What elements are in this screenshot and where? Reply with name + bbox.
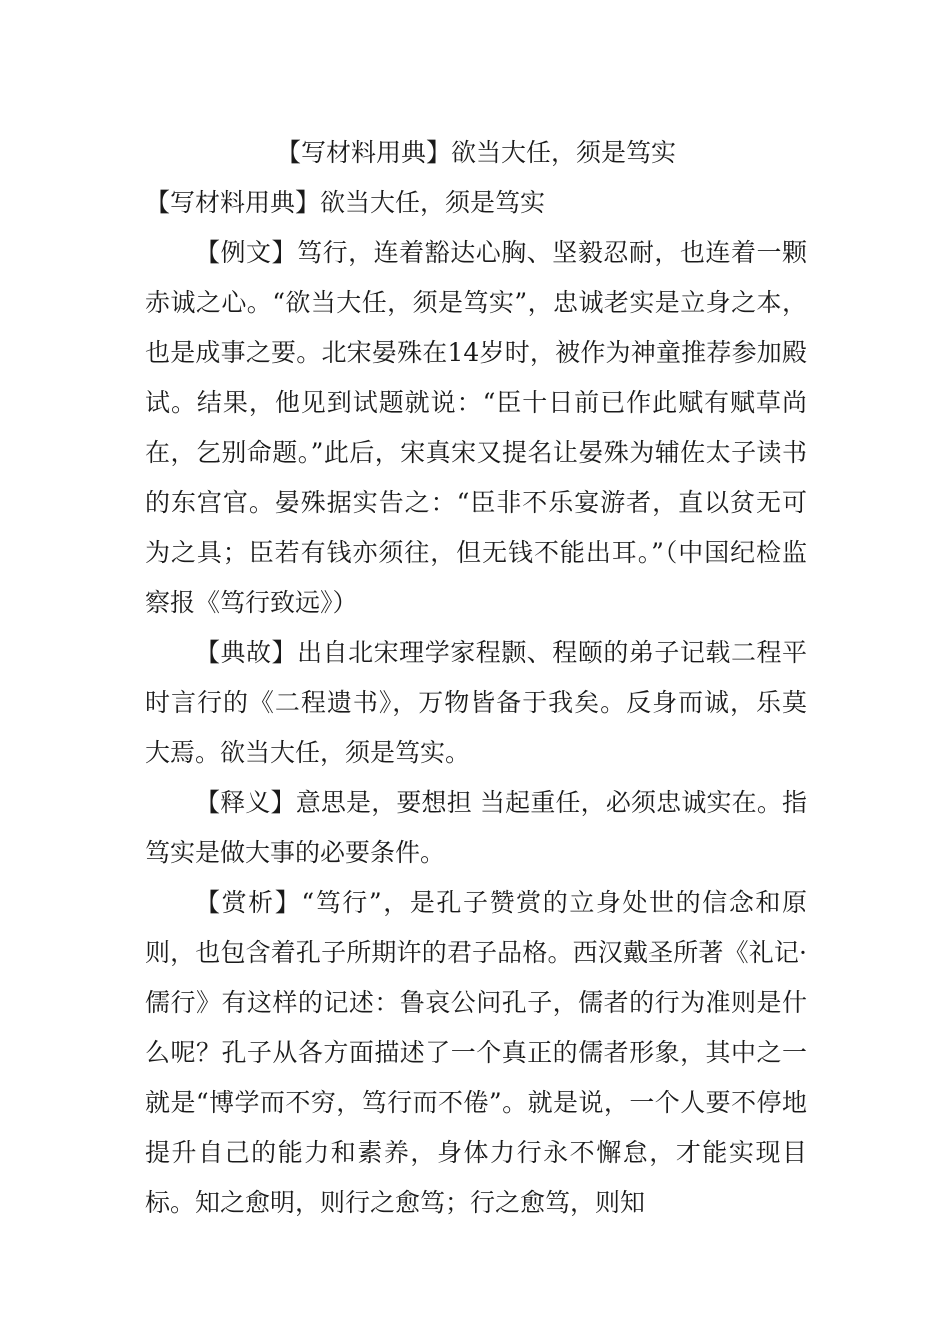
paragraph-appreciation <box>145 878 807 1228</box>
paragraph-allusion <box>145 628 807 778</box>
paragraph-meaning <box>145 778 807 878</box>
paragraph-label: 【例文】 <box>195 238 298 267</box>
paragraph-example <box>145 228 807 628</box>
paragraph-label: 【赏析】 <box>195 888 302 917</box>
paragraph-text: 出自北宋理学家程颢、程颐的弟子记载二程平时言行的《二程遗书》，万物皆备于我矣。反身而诚，乐莫 大焉。欲当大任，须是笃实。 <box>145 638 807 767</box>
paragraph-label: 【典故】 <box>195 638 298 667</box>
paragraph-text: 笃行，连着豁达心胸、坚毅忍耐，也连着一颗赤诚之心。“欲当大任，须是笃实”，忠诚老实是立身之本，也是成事之要。北宋晏殊在14岁时，被作为神童推荐参加殿试。结果，他见到试题就说：“臣十日前已作此赋有赋草尚在，乞别命题。”此后，宋真宋又提名让晏殊为辅佐太子读书的东宫官。晏殊据实告之：“臣非不乐宴游者，直以贫无可为之具；臣若有钱亦须往，但无钱不能出耳。”（中国纪检监察报《笃行致远》） <box>145 238 807 617</box>
document-title: 【写材料用典】欲当大任，须是笃实 <box>275 138 676 167</box>
paragraph-text: 意思是，要想担 当起重任，必须忠诚实在。指笃实是做大事的必要条件。 <box>145 788 807 867</box>
document-subtitle: 【写材料用典】欲当大任，须是笃实 <box>145 188 546 217</box>
paragraph-label: 【释义】 <box>195 788 296 817</box>
document-page <box>145 128 807 1228</box>
paragraph-text: “笃行”，是孔子赞赏的立身处世的信念和原则，也包含着孔子所期许的君子品格。西汉戴圣所著《礼记·儒行》有这样的记述：鲁哀公问孔子，儒者的行为准则是什么呢？孔子从各方面描述了一个真正的儒者形象，其中之一就是“博学而不穷，笃行而不倦”。就是说，一个人要不停地提升自己的能力和素养，身体力行永不懈怠，才能实现目标。知之愈明，则行之愈笃；行之愈笃，则知 <box>145 888 807 1217</box>
